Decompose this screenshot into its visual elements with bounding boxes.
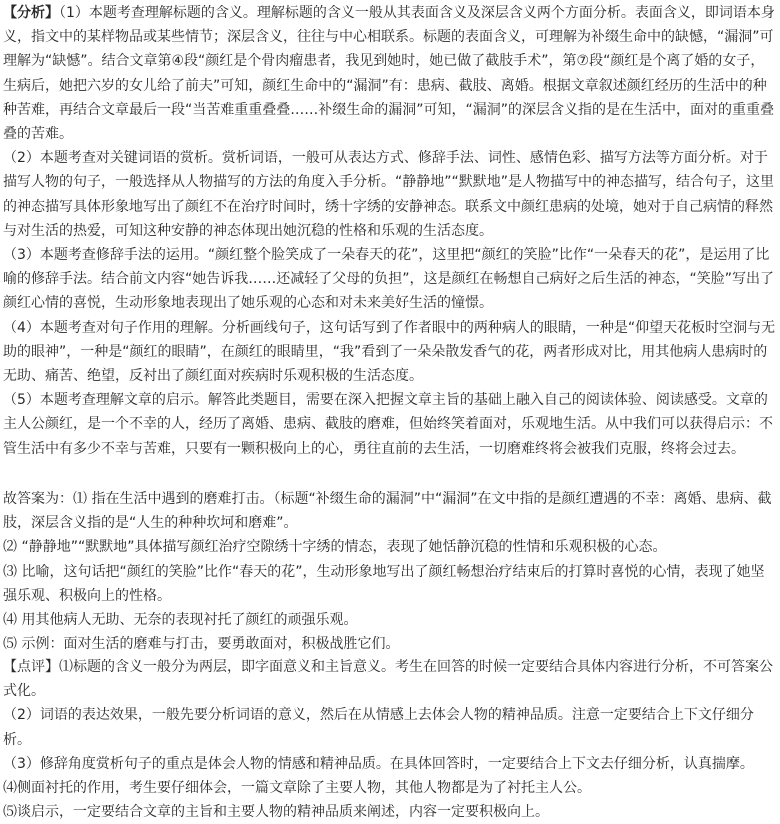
answer-line-5: ⑸ 示例：面对生活的磨难与打击，要勇敢面对，积极战胜它们。: [3, 636, 400, 653]
analysis-para-2: （2）本题考查对关键词语的赏析。赏析词语，一般可从表达方式、修辞手法、词性、感情色彩、描写方法等方面分析。对于描写人物的句子，一般选择从人物描写的方法的角度入手分析。“静静地”“默默地”是人物描写中的神态描写，结合句子，这里的神态描写具体形象地写出了颜红不在治疗时间时，绣十字绣的安静神态。联系文中颜红患病的处境，她对于自己病情的释然与对生活的热爱，可知这种安静的神态体现出她沉稳的性格和乐观的生活态度。: [3, 150, 775, 239]
answer-line-4: ⑷ 用其他病人无助、无奈的表现衬托了颜红的顽强乐观。: [3, 612, 358, 629]
analysis-text-1: （1）本题考查理解标题的含义。理解标题的含义一般从其表面含义及深层含义两个方面分析。表面含义，即词语本身义，指文中的某样物品或某些情节；深层含义，往往与中心相联系。标题的表面含义，可理解为补缀生命中的缺憾，“漏洞”可理解为“缺憾”。结合文章第④段“颜红是个骨肉瘤患者，我见到她时，她已做了截肢手术”，第⑦段“颜红是个离了婚的女子，生病后，她把六岁的女儿给了前夫”可知，颜红生命中的“漏洞”有：患病、截肢、离婚。根据文章叙述颜红经历的生活中的种种苦难，再结合文章最后一段“当苦难重重叠叠……补缀生命的漏洞”可知，“漏洞”的深层含义指的是在生活中，面对的重重叠叠的苦难。: [3, 5, 775, 143]
analysis-para-5: （5）本题考查理解文章的启示。解答此类题目，需要在深入把握文章主旨的基础上融入自己的阅读体验、阅读感受。文章的主人公颜红，是一个不幸的人，经历了离婚、患病、截肢的磨难，但始终笑着面对，乐观地生活。从中我们可以获得启示：不管生活中有多少不幸与苦难，只要有一颗积极向上的心，勇往直前的去生活，一切磨难终将会被我们克服，终将会过去。: [3, 392, 773, 457]
comment-line-2: （2）词语的表达效果，一般先要分析词语的意义，然后在从情感上去体会人物的精神品质。注意一定要结合上下文仔细分析。: [3, 707, 754, 748]
answer-line-2: ⑵ “静静地”“默默地”具体描写颜红治疗空隙绣十字绣的情态，表现了她恬静沉稳的性情和乐观积极的心态。: [3, 539, 667, 556]
comment-section: [3, 655, 777, 824]
analysis-tag: 【分析】: [3, 5, 59, 21]
answer-line-3: ⑶ 比喻，这句话把“颜红的笑脸”比作“春天的花”，生动形象地写出了颜红畅想治疗结束后的打算时喜悦的心情，表现了她坚强乐观、积极向上的性格。: [3, 563, 765, 604]
answer-section: [3, 487, 777, 656]
comment-line-4: ⑷侧面衬托的作用，考生要仔细体会，一篇文章除了主要人物，其他人物都是为了衬托主人公。: [3, 780, 591, 797]
analysis-para-3: （3）本题考查修辞手法的运用。“颜红整个脸笑成了一朵春天的花”，这里把“颜红的笑脸”比作“一朵春天的花”，是运用了比喻的修辞手法。结合前文内容“她告诉我……还减轻了父母的负担”，这是颜红在畅想自己病好之后生活的神态，“笑脸”写出了颜红心情的喜悦，生动形象地表现出了她乐观的心态和对未来美好生活的憧憬。: [3, 247, 775, 312]
comment-line-3: （3）修辞角度赏析句子的重点是体会人物的情感和精神品质。在具体回答时，一定要结合上下文去仔细分析，认真揣摩。: [3, 755, 754, 772]
comment-line-1: 【点评】⑴标题的含义一般分为两层，即字面意义和主旨意义。考生在回答的时候一定要结合具体内容进行分析，不可答案公式化。: [3, 659, 773, 700]
analysis-section: [3, 1, 777, 461]
answer-line-1: 故答案为：⑴ 指在生活中遇到的磨难打击。（标题“补缀生命的漏洞”中“漏洞”在文中指的是颜红遭遇的不幸：离婚、患病、截肢，深层含义指的是“人生的种种坎坷和磨难”。: [3, 491, 772, 532]
comment-line-5: ⑸谈启示，一定要结合文章的主旨和主要人物的精神品质来阐述，内容一定要积极向上。: [3, 804, 549, 821]
analysis-para-1: [3, 1, 777, 146]
analysis-para-4: （4）本题考查对句子作用的理解。分析画线句子，这句话写到了作者眼中的两种病人的眼睛，一种是“仰望天花板时空洞与无助的眼神”，一种是“颜红的眼睛”，在颜红的眼睛里，“我”看到了一朵朵散发香气的花，两者形成对比，用其他病人患病时的无助、痛苦、绝望，反衬出了颜红面对疾病时乐观积极的生活态度。: [3, 319, 776, 385]
